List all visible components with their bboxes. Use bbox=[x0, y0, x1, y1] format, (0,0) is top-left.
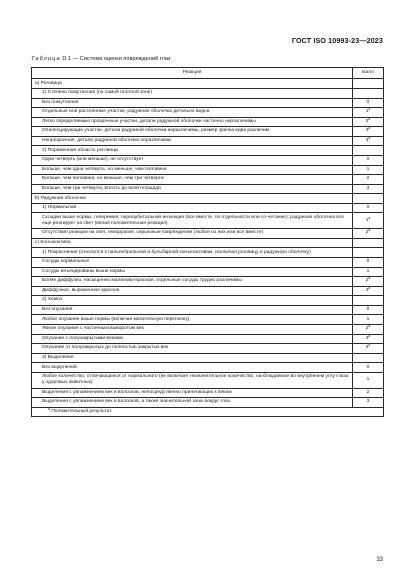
score-value: 0 bbox=[366, 364, 370, 370]
score-cell bbox=[353, 277, 384, 287]
score-value: 1 bbox=[366, 268, 370, 274]
score-value: 2 bbox=[365, 278, 369, 284]
score-value: 0 bbox=[366, 307, 370, 313]
score-value: 2 bbox=[365, 326, 369, 332]
table-row bbox=[32, 184, 384, 194]
score-value: 3 bbox=[366, 399, 370, 405]
document-code: ГОСТ ISO 10993-23—2023 bbox=[291, 36, 383, 45]
score-value: 4 bbox=[365, 345, 369, 351]
score-cell bbox=[353, 203, 384, 213]
table-row bbox=[32, 229, 384, 239]
reaction-cell: Без выделений bbox=[32, 363, 353, 373]
subsection-title-cell: 1) Степень помутнения (по самой плотной зоне) bbox=[32, 88, 353, 98]
footnote-mark: a bbox=[48, 407, 50, 412]
positive-result-mark: a bbox=[368, 215, 371, 220]
reaction-cell: Сосуды инъецированы выше нормы bbox=[32, 267, 353, 277]
table-row bbox=[32, 305, 384, 315]
table-row bbox=[32, 194, 384, 204]
column-header-score: Балл bbox=[353, 68, 384, 79]
eye-damage-scoring-table bbox=[31, 67, 384, 417]
score-cell bbox=[353, 165, 384, 175]
reaction-cell: Диффузное, выраженное красное bbox=[32, 286, 353, 296]
score-cell bbox=[353, 108, 384, 118]
score-cell bbox=[353, 257, 384, 267]
score-cell bbox=[353, 334, 384, 344]
reaction-cell: Без помутнения bbox=[32, 98, 353, 108]
score-cell bbox=[353, 194, 384, 204]
reaction-cell: Опухание от полузакрытых до полностью закрытых век bbox=[32, 344, 353, 354]
positive-result-mark: a bbox=[368, 333, 371, 338]
positive-result-mark: a bbox=[368, 126, 371, 131]
subsection-title-cell: 2) Пораженная область роговицы bbox=[32, 146, 353, 156]
table-row bbox=[32, 238, 384, 248]
score-cell bbox=[353, 372, 384, 388]
score-cell bbox=[353, 146, 384, 156]
table-row bbox=[32, 98, 384, 108]
table-row bbox=[32, 108, 384, 118]
score-value: 1 bbox=[366, 377, 370, 383]
reaction-cell: Любое количество, отличающееся от нормального (не включает незначительное количество, на-блюдаемое во внутреннем углу глаза у здоровых животных) bbox=[32, 372, 353, 388]
score-value: 1 bbox=[366, 316, 370, 322]
score-value: 3 bbox=[365, 128, 369, 134]
score-cell bbox=[353, 305, 384, 315]
table-row bbox=[32, 296, 384, 306]
reaction-cell: Выделения с увлажнением век и волосков, непосредственно прилегающих к векам bbox=[32, 388, 353, 398]
reaction-cell: Любое опухание выше нормы (включая мигательную перепонку) bbox=[32, 315, 353, 325]
score-value: 4 bbox=[365, 138, 369, 144]
score-cell bbox=[353, 117, 384, 127]
table-caption-label: Таблица bbox=[31, 56, 61, 62]
table-row bbox=[32, 353, 384, 363]
reaction-cell: Опухание с полузакрытыми веками bbox=[32, 334, 353, 344]
positive-result-mark: a bbox=[368, 228, 371, 233]
subsection-title-cell: 3) Выделения bbox=[32, 353, 353, 363]
table-row bbox=[32, 213, 384, 229]
score-value: 3 bbox=[366, 185, 370, 191]
positive-result-mark: a bbox=[368, 276, 371, 281]
score-value: 1 bbox=[365, 217, 369, 223]
score-cell bbox=[353, 156, 384, 166]
table-row bbox=[32, 372, 384, 388]
score-cell bbox=[353, 79, 384, 89]
score-value: 3 bbox=[365, 335, 369, 341]
score-value: 1 bbox=[365, 109, 369, 115]
reaction-cell: Складки выше нормы, гиперемия, периорбитальная инъекция (все вместе, по отдельности или со-четание); радужная оболочка все еще реагирует на свет (вялая положительная реакция) bbox=[32, 213, 353, 229]
table-row bbox=[32, 127, 384, 137]
score-value: 0 bbox=[366, 157, 370, 163]
score-value: 0 bbox=[366, 99, 370, 105]
score-cell bbox=[353, 286, 384, 296]
positive-result-mark: a bbox=[368, 107, 371, 112]
score-cell bbox=[353, 315, 384, 325]
score-value: 2 bbox=[366, 389, 370, 395]
score-cell bbox=[353, 248, 384, 258]
reaction-cell: Сосуды нормальные bbox=[32, 257, 353, 267]
score-cell bbox=[353, 296, 384, 306]
table-row bbox=[32, 156, 384, 166]
table-row bbox=[32, 79, 384, 89]
subsection-title-cell: 1) Покраснение (относится к пальпебральной и бульбарной конъюнктивам, исключая роговицу и радужную оболочку) bbox=[32, 248, 353, 258]
page-number: 33 bbox=[376, 557, 383, 563]
table-body bbox=[32, 79, 384, 417]
score-cell bbox=[353, 238, 384, 248]
reaction-cell: Без опухания bbox=[32, 305, 353, 315]
table-row bbox=[32, 344, 384, 354]
table-row bbox=[32, 315, 384, 325]
section-title-cell: c) Конъюнктива bbox=[32, 238, 353, 248]
reaction-cell: Непрозрачная, детали радужной оболочки неразличимы bbox=[32, 136, 353, 146]
footnote bbox=[32, 407, 384, 417]
section-title-cell: b) Радужная оболочка bbox=[32, 194, 353, 204]
score-cell bbox=[353, 213, 384, 229]
positive-result-mark: a bbox=[368, 343, 371, 348]
table-row bbox=[32, 286, 384, 296]
table-row bbox=[32, 88, 384, 98]
score-cell bbox=[353, 267, 384, 277]
score-value: 2 bbox=[365, 118, 369, 124]
score-cell bbox=[353, 398, 384, 408]
score-cell bbox=[353, 344, 384, 354]
reaction-cell: Больше, чем половина, но меньше, чем три четверти bbox=[32, 175, 353, 185]
reaction-cell: Опалесцирующие участки, детали радужной оболочки неразличимы, размер зрачка едва различим bbox=[32, 127, 353, 137]
reaction-cell: Легко определяемые прозрачные участки, детали радужной оболочки частично неразличимы bbox=[32, 117, 353, 127]
score-cell bbox=[353, 175, 384, 185]
score-cell bbox=[353, 136, 384, 146]
footnote-row bbox=[32, 407, 384, 417]
table-row bbox=[32, 203, 384, 213]
score-cell bbox=[353, 184, 384, 194]
reaction-cell: Отсутствие реакции на свет, геморрагия, серьезные повреждения (любое из них или все вместе) bbox=[32, 229, 353, 239]
column-header-reaction: Реакция bbox=[32, 68, 353, 79]
score-cell bbox=[353, 127, 384, 137]
score-value: 3 bbox=[365, 287, 369, 293]
table-row bbox=[32, 388, 384, 398]
footnote-text: Положительный результат. bbox=[49, 409, 113, 415]
positive-result-mark: a bbox=[368, 116, 371, 121]
section-title-cell: a) Роговица bbox=[32, 79, 353, 89]
reaction-cell: Больше, чем три четверти, вплоть до всей площади bbox=[32, 184, 353, 194]
score-value: 2 bbox=[366, 176, 370, 182]
reaction-cell: Явное опухание с частичным выворотом век bbox=[32, 325, 353, 335]
table-row bbox=[32, 277, 384, 287]
table-row bbox=[32, 267, 384, 277]
score-value: 1 bbox=[366, 166, 370, 172]
reaction-cell: Отдельные или рассеянные участки, радужная оболочка детально видна bbox=[32, 108, 353, 118]
table-row bbox=[32, 117, 384, 127]
score-cell bbox=[353, 88, 384, 98]
score-value: 2 bbox=[365, 230, 369, 236]
reaction-cell: Одна четверть (или меньше), не отсутствует bbox=[32, 156, 353, 166]
score-cell bbox=[353, 98, 384, 108]
table-row bbox=[32, 325, 384, 335]
positive-result-mark: a bbox=[368, 285, 371, 290]
table-row bbox=[32, 398, 384, 408]
subsection-title-cell: 1) Нормальная bbox=[32, 203, 353, 213]
table-caption bbox=[31, 56, 170, 62]
table-row bbox=[32, 165, 384, 175]
table-row bbox=[32, 175, 384, 185]
reaction-cell: Больше, чем одна четверть, но меньше, чем половина bbox=[32, 165, 353, 175]
reaction-cell: Выделения с увлажнением век и волосков, а также значительной зоны вокруг глаз bbox=[32, 398, 353, 408]
reaction-cell: Более диффузно, насыщенно малиново-красная, отдельные сосуды трудно различимы bbox=[32, 277, 353, 287]
score-cell bbox=[353, 325, 384, 335]
table-header-row bbox=[32, 68, 384, 79]
table-row bbox=[32, 248, 384, 258]
score-cell bbox=[353, 229, 384, 239]
table-row bbox=[32, 363, 384, 373]
score-cell bbox=[353, 388, 384, 398]
score-value: 0 bbox=[366, 259, 370, 265]
subsection-title-cell: 2) Хемоз bbox=[32, 296, 353, 306]
table-row bbox=[32, 136, 384, 146]
table-row bbox=[32, 257, 384, 267]
score-value: 0 bbox=[366, 205, 370, 211]
table-row bbox=[32, 334, 384, 344]
positive-result-mark: a bbox=[368, 324, 371, 329]
table-row bbox=[32, 146, 384, 156]
score-cell bbox=[353, 363, 384, 373]
positive-result-mark: a bbox=[368, 136, 371, 141]
table-caption-text: D.1 — Система оценки повреждений глаз bbox=[60, 56, 171, 62]
score-cell bbox=[353, 353, 384, 363]
